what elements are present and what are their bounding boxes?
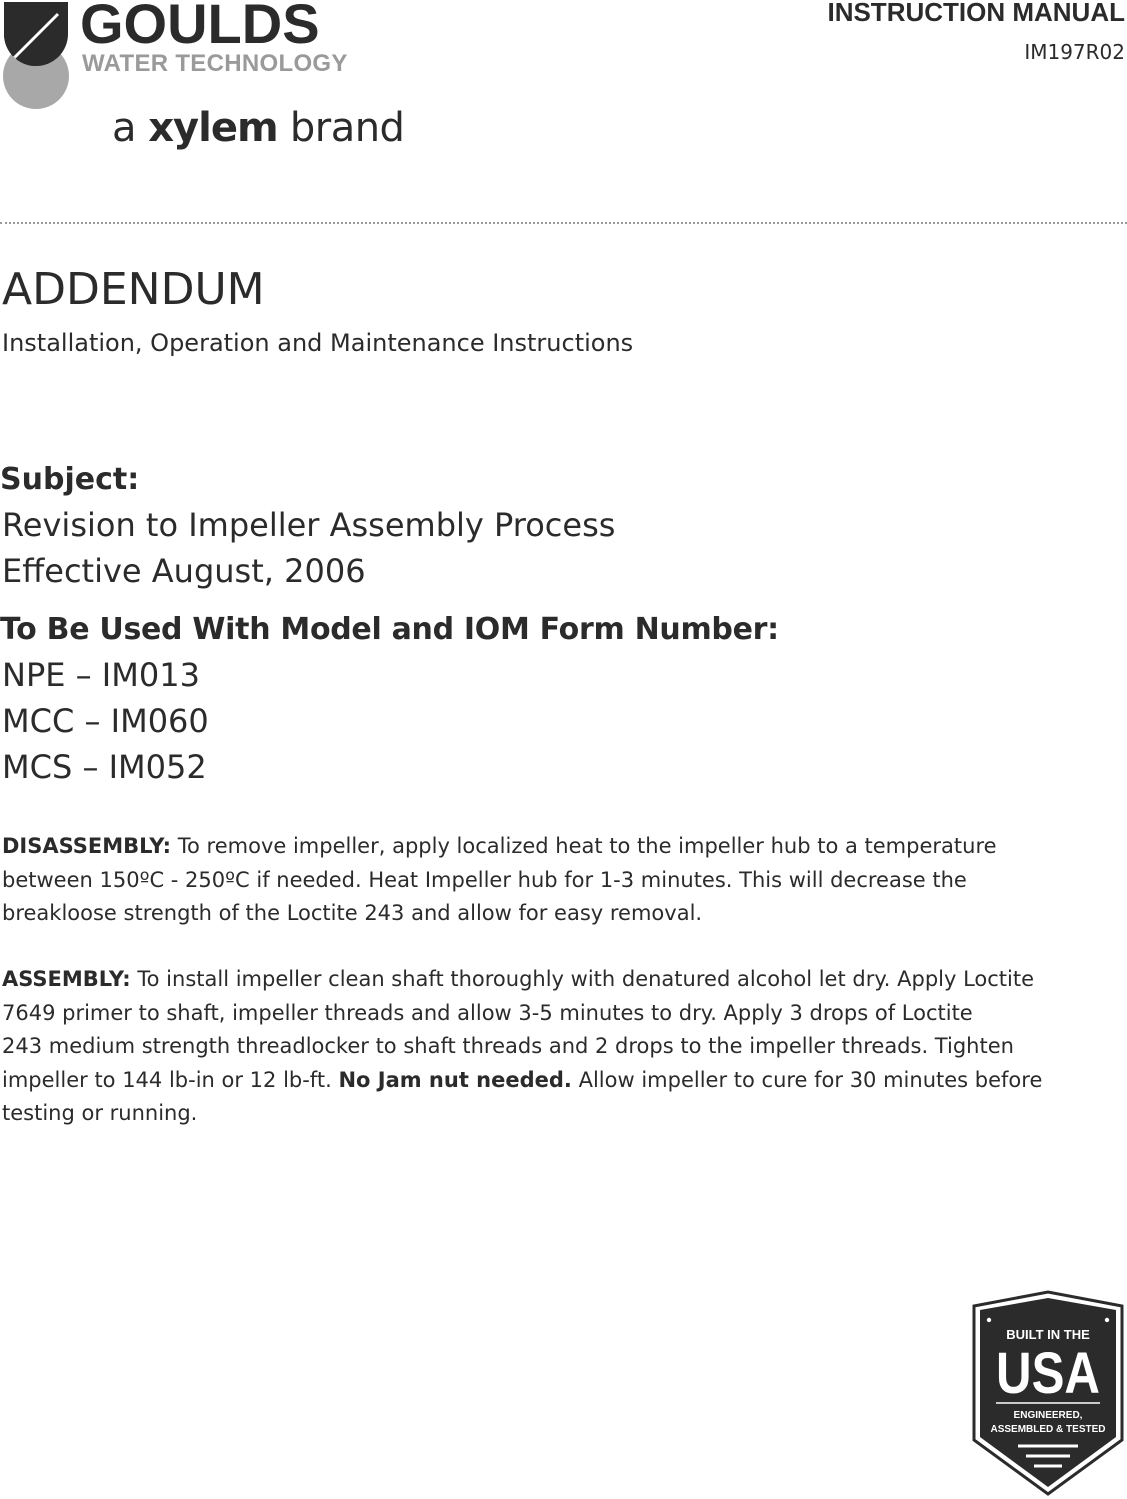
assembly-line: testing or running. — [2, 1101, 198, 1125]
page-title: ADDENDUM — [2, 264, 265, 315]
goulds-logo-mark-icon — [0, 0, 70, 112]
tagline-prefix: a — [112, 105, 137, 151]
assembly-line: ASSEMBLY: To install impeller clean shaft thoroughly with denatured alcohol let dry. Apply Loctite — [2, 967, 1035, 991]
disassembly-label: DISASSEMBLY: — [2, 834, 172, 858]
badge-top-text: BUILT IN THE — [1006, 1327, 1090, 1342]
models-heading: To Be Used With Model and IOM Form Number: — [0, 612, 779, 647]
tagline-brand: xylem — [148, 105, 278, 151]
model-item: MCS – IM052 — [2, 748, 207, 786]
subject-effective-date: Effective August, 2006 — [2, 552, 366, 590]
badge-bottom-text: ENGINEERED, — [1013, 1410, 1083, 1421]
assembly-line: 7649 primer to shaft, impeller threads and allow 3-5 minutes to dry. Apply 3 drops of Loctite — [2, 1000, 973, 1025]
disassembly-line: DISASSEMBLY: To remove impeller, apply localized heat to the impeller hub to a temperature — [2, 834, 997, 858]
disassembly-paragraph — [2, 830, 1117, 931]
badge-main-text: USA — [996, 1341, 1100, 1406]
no-jam-nut-note: No Jam nut needed. — [338, 1067, 572, 1092]
disassembly-line: breakloose strength of the Loctite 243 and allow for easy removal. — [2, 901, 703, 925]
brand-subtitle: WATER TECHNOLOGY — [82, 50, 348, 77]
subject-line: Revision to Impeller Assembly Process — [2, 506, 616, 544]
disassembly-line: between 150ºC - 250ºC if needed. Heat Impeller hub for 1-3 minutes. This will decrease the — [2, 867, 967, 892]
model-item: MCC – IM060 — [2, 702, 209, 740]
assembly-paragraph — [2, 963, 1117, 1131]
assembly-line: impeller to 144 lb-in or 12 lb-ft. No Jam nut needed. Allow impeller to cure for 30 minutes before — [2, 1067, 1043, 1092]
brand-name: GOULDS — [80, 0, 320, 55]
built-in-usa-badge-icon — [968, 1290, 1127, 1496]
badge-bottom-text: ASSEMBLED & TESTED — [990, 1424, 1106, 1435]
assembly-line: 243 medium strength threadlocker to shaft threads and 2 drops to the impeller threads. Tighten — [2, 1034, 1014, 1058]
subject-heading: Subject: — [0, 462, 140, 497]
brand-tagline — [112, 104, 404, 152]
document-code: IM197R02 — [1024, 40, 1125, 64]
model-item: NPE – IM013 — [2, 656, 200, 694]
tagline-suffix: brand — [289, 105, 405, 151]
dotted-divider — [0, 222, 1127, 224]
document-type: INSTRUCTION MANUAL — [827, 0, 1125, 27]
assembly-label: ASSEMBLY: — [2, 967, 131, 991]
page-subtitle: Installation, Operation and Maintenance Instructions — [2, 329, 634, 357]
